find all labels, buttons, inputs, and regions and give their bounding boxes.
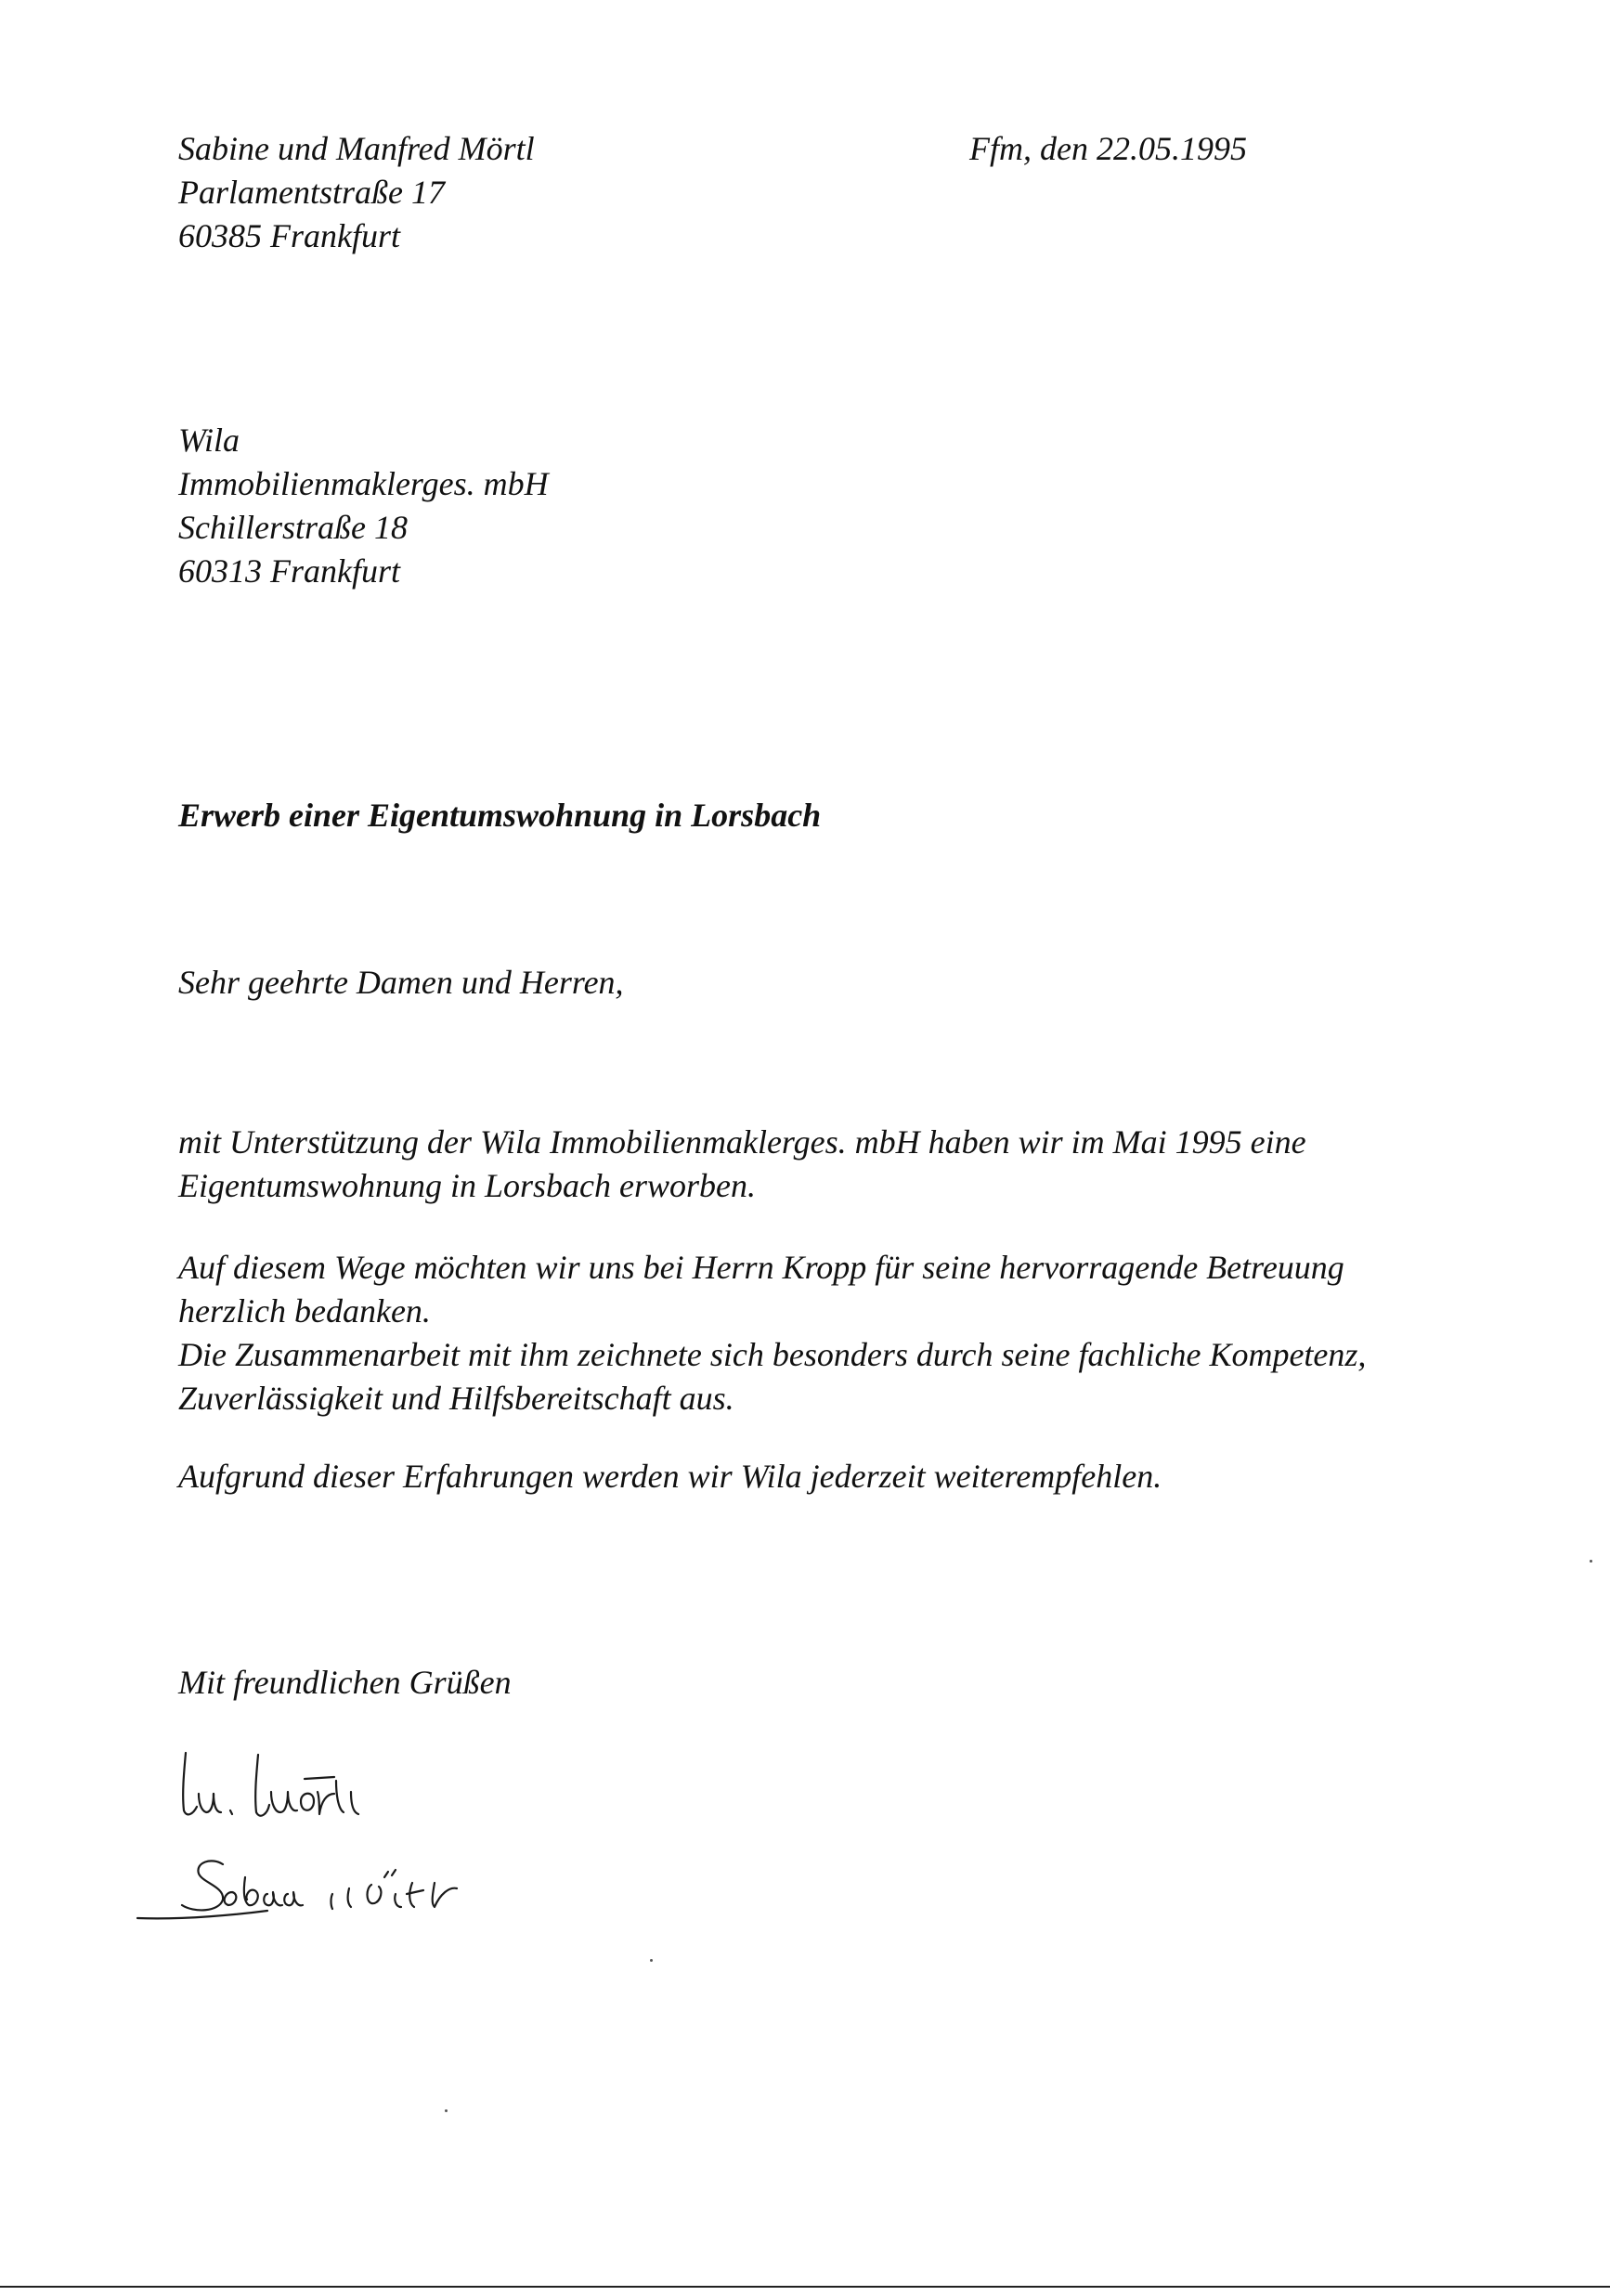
sender-street: Parlamentstraße 17 <box>178 174 445 211</box>
scan-speck <box>650 1959 653 1962</box>
body-line: Aufgrund dieser Erfahrungen werden wir Wila jederzeit weiterempfehlen. <box>178 1458 1162 1495</box>
recipient-address <box>178 419 549 593</box>
sender-city: 60385 Frankfurt <box>178 217 400 254</box>
body-line: Eigentumswohnung in Lorsbach erworben. <box>178 1167 757 1204</box>
signature-second <box>137 1861 457 1918</box>
recipient-line1: Wila <box>178 422 240 459</box>
recipient-city: 60313 Frankfurt <box>178 552 400 590</box>
sender-name: Sabine und Manfred Mörtl <box>178 130 535 167</box>
subject-line: Erwerb einer Eigentumswohnung in Lorsbach <box>178 797 822 834</box>
body-paragraph-2 <box>178 1246 1366 1420</box>
recipient-street: Schillerstraße 18 <box>178 509 408 546</box>
body-paragraph-3 <box>178 1455 1162 1498</box>
scan-speck <box>1590 1560 1592 1563</box>
body-line: herzlich bedanken. <box>178 1292 431 1330</box>
body-line: Zuverlässigkeit und Hilfsbereitschaft aus. <box>178 1380 734 1417</box>
letter-date: Ffm, den 22.05.1995 <box>969 130 1247 167</box>
recipient-line2: Immobilienmaklerges. mbH <box>178 465 549 502</box>
body-paragraph-1 <box>178 1121 1306 1208</box>
signature-drawing <box>128 1736 592 1950</box>
signature-first <box>183 1753 358 1816</box>
body-line: mit Unterstützung der Wila Immobilienmaklerges. mbH haben wir im Mai 1995 eine <box>178 1123 1306 1161</box>
scan-speck <box>445 2109 448 2112</box>
body-line: Auf diesem Wege möchten wir uns bei Herrn Kropp für seine hervorragende Betreuung <box>178 1249 1344 1286</box>
body-line: Die Zusammenarbeit mit ihm zeichnete sich besonders durch seine fachliche Kompetenz, <box>178 1336 1367 1373</box>
sender-address <box>178 127 535 258</box>
closing-phrase: Mit freundlichen Grüßen <box>178 1664 512 1701</box>
salutation: Sehr geehrte Damen und Herren, <box>178 964 624 1001</box>
signatures <box>128 1736 592 1950</box>
bottom-edge-line <box>0 2286 1610 2288</box>
